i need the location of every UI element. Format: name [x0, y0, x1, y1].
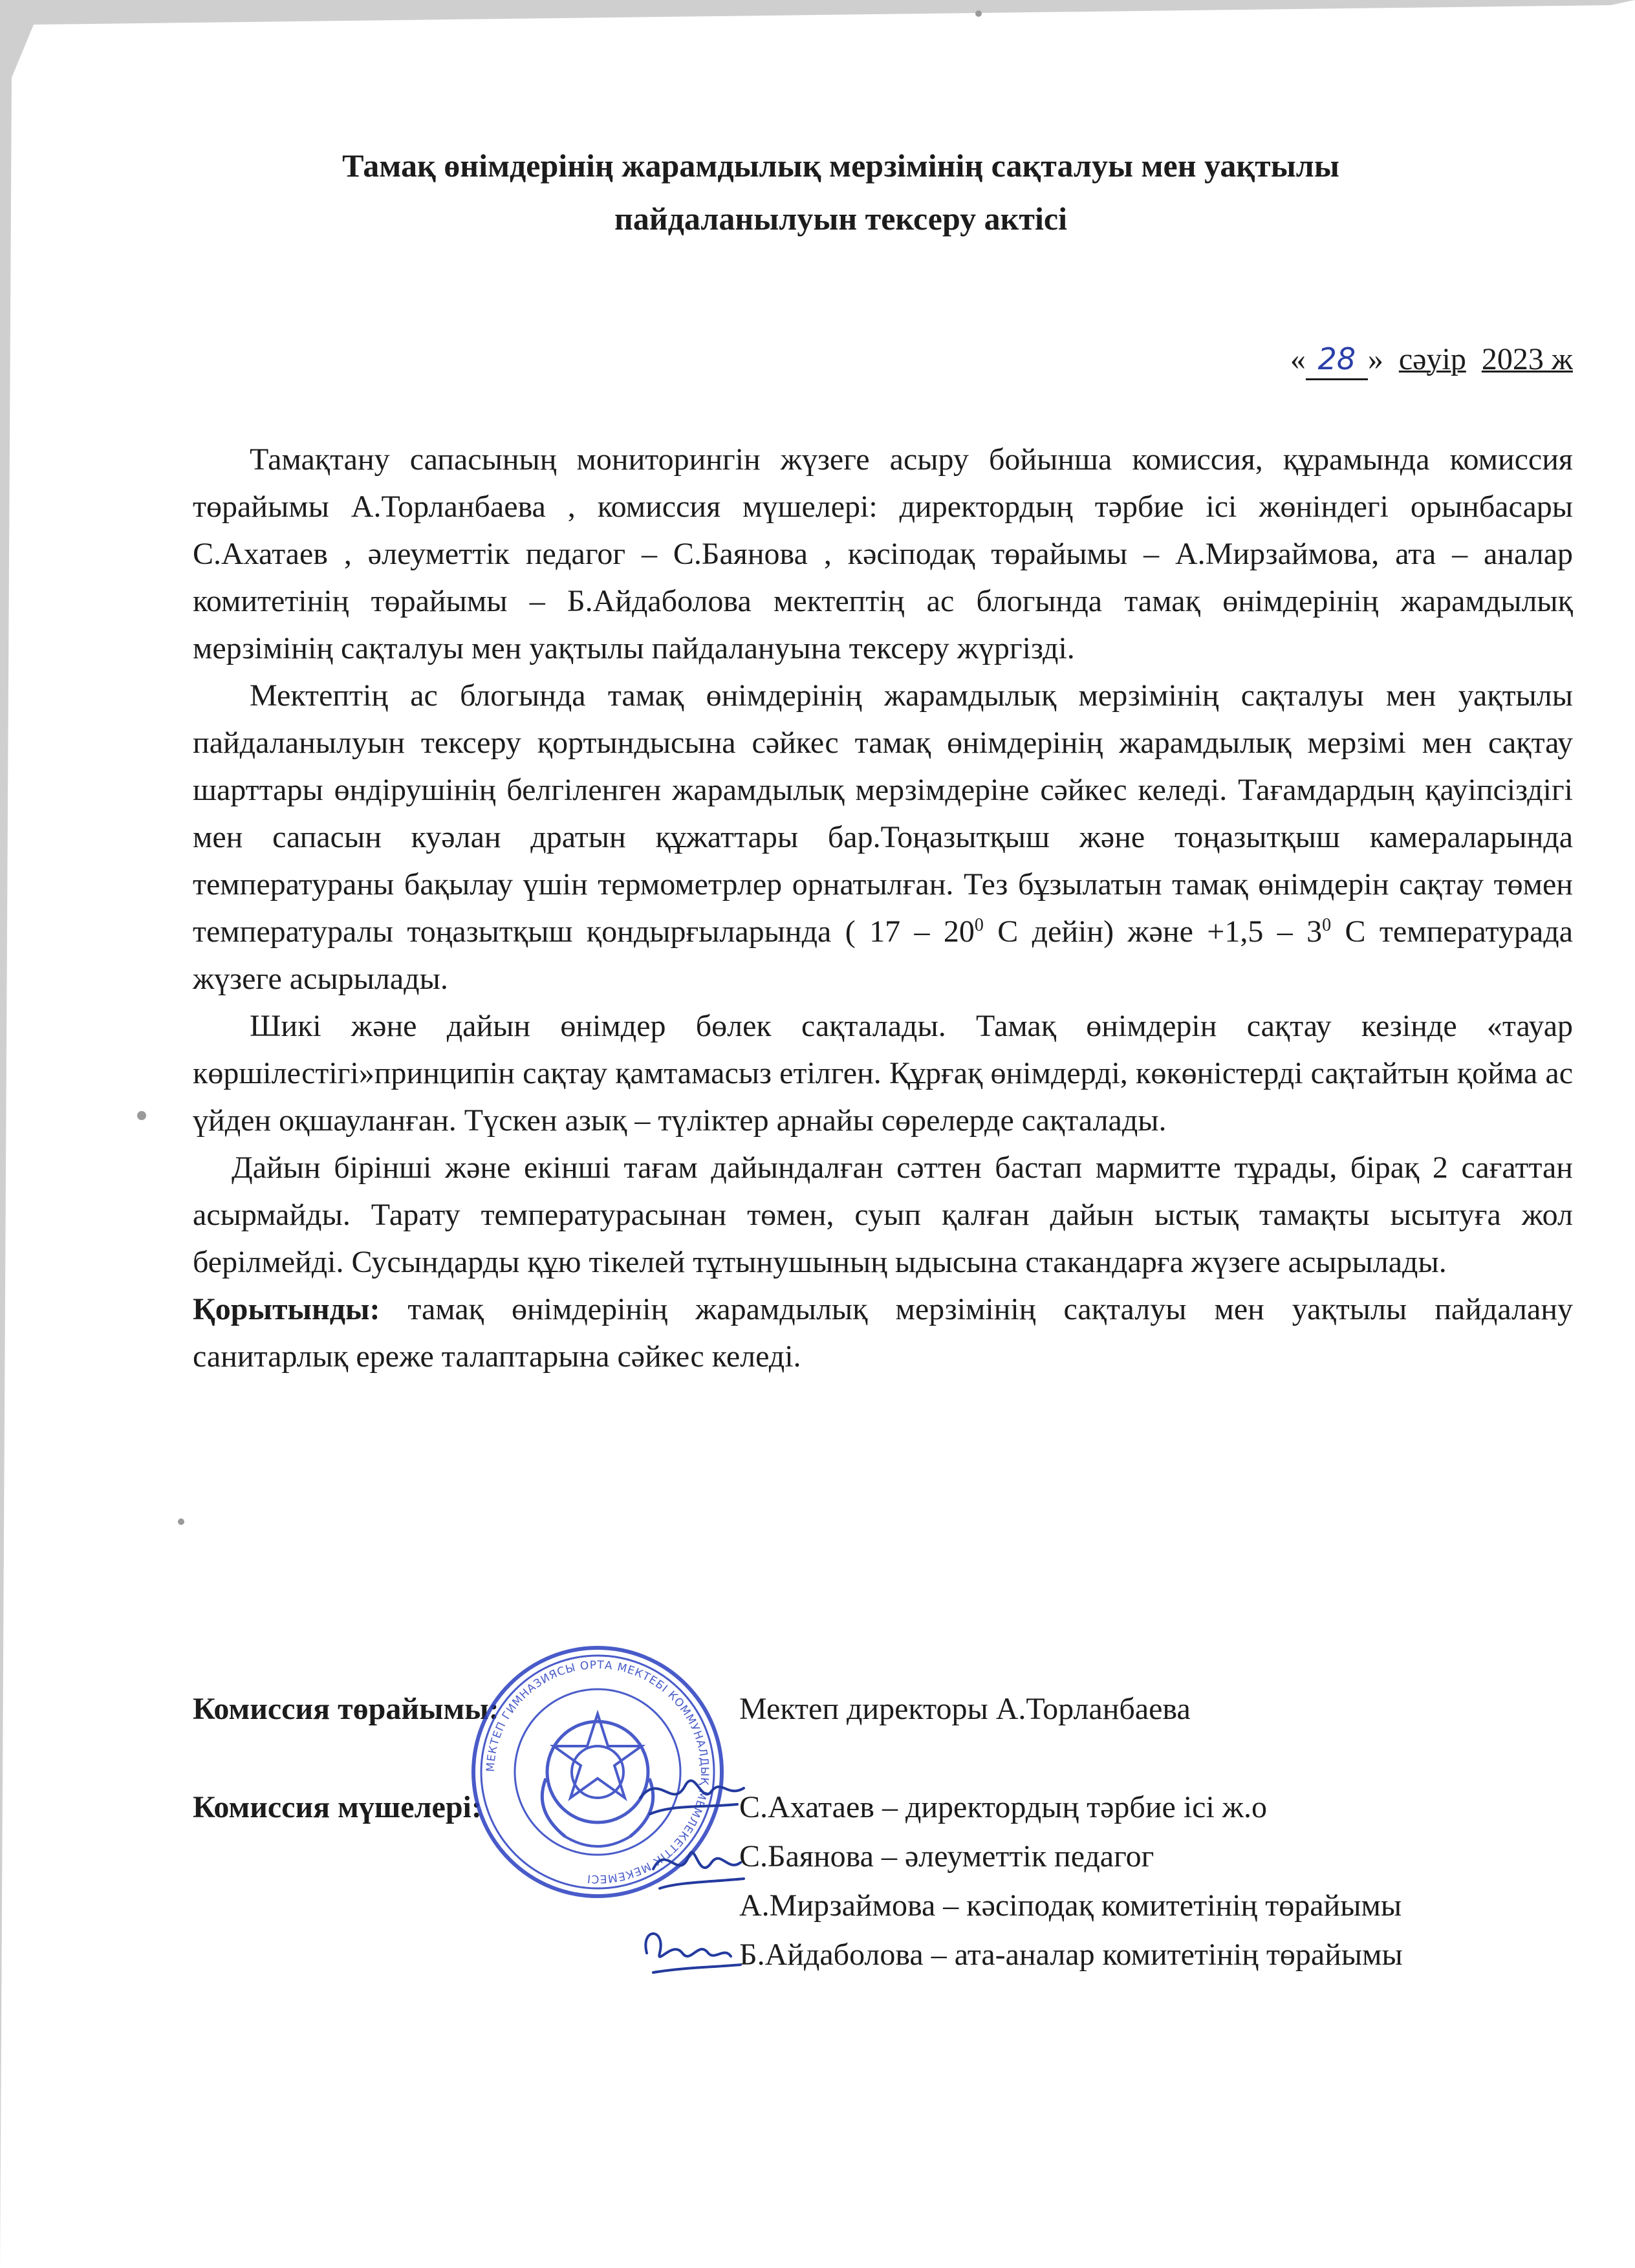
member-line-2: С.Баянова – әлеуметтік педагог — [739, 1839, 1154, 1874]
members-label: Комиссия мүшелері: — [193, 1790, 482, 1824]
scan-speck — [975, 10, 982, 17]
member-line-1: С.Ахатаев – директордың тәрбие ісі ж.о — [739, 1790, 1267, 1824]
member-line-3: А.Мирзаймова – кәсіподақ комитетінің төрайымы — [739, 1888, 1402, 1923]
stamp-text: МЕКТЕП ГИМНАЗИЯСЫ ОРТА МЕКТЕБІ КОММУНАЛДЫҚ МЕМЛЕКЕТТІК МЕКЕМЕСІ — [484, 1658, 711, 1886]
chair-label: Комиссия төрайымы: — [193, 1692, 499, 1726]
paragraph-conclusion — [193, 1286, 1573, 1380]
date-year: 2023 ж — [1481, 342, 1573, 376]
document-body — [193, 436, 1573, 1380]
paragraph-inspection — [193, 672, 1573, 1002]
date-month: сәуір — [1398, 342, 1466, 376]
degree-sup-2: 0 — [1322, 915, 1332, 935]
date-day: 28 — [1306, 340, 1368, 380]
conclusion-text: тамақ өнімдерінің жарамдылық мерзімінің сақталуы мен уақтылы пайдалану санитарлық ереже талаптарына сәйкес келеді. — [193, 1292, 1573, 1374]
title-line-1: Тамақ өнімдерінің жарамдылық мерзімінің сақталуы мен уақтылы — [342, 147, 1339, 184]
member-line-4: Б.Айдаболова – ата-аналар комитетінің төрайымы — [739, 1938, 1403, 1972]
members-signature-block — [193, 1784, 1616, 1997]
handwritten-signatures-icon — [614, 1759, 770, 2018]
degree-sup-1: 0 — [974, 915, 984, 935]
scan-speck — [137, 1111, 146, 1120]
chair-value: Мектеп директоры А.Торланбаева — [739, 1692, 1191, 1726]
paragraph-storage: Шикі және дайын өнімдер бөлек сақталады. Тамақ өнімдерін сақтау кезінде «тауар көршілестігі»принципін сақтау қамтамасыз етілген. Құрғақ өнімдерді, көкөністерді сақтайтын қойма ас үйден оқшауланған. Түскен азық – түліктер арнайы сөрелерде сақталады. — [193, 1009, 1573, 1138]
paragraph-inspection-b: С дейін) және +1,5 – 3 — [983, 914, 1323, 949]
paragraph-serving: Дайын бірінші және екінші тағам дайындалған сәттен бастап мармитте тұрады, бірақ 2 сағаттан асырмайды. Тарату температурасынан төмен, суып қалған дайын ыстық тамақты ысытуға жол берілмейді. Сусындарды құю тікелей тұтынушының ыдысына стакандарға жүзеге асырылады. — [193, 1150, 1573, 1279]
paragraph-inspection-c: С температурада жүзеге асырылады. — [193, 914, 1573, 996]
paragraph-inspection-a: Мектептің ас блогында тамақ өнімдерінің жарамдылық мерзімінің сақталуы мен уақтылы пайдаланылуын тексеру қортындысына сәйкес тамақ өнімдерінің жарамдылық мерзімі мен сақтау шарттары өндірушінің белгіленген жарамдылық мерзімдеріне сәйкес келеді. Тағамдардың қауіпсіздігі мен сапасын куәлан дратын құжаттары бар.Тоңазытқыш және тоңазытқыш камераларында температураны бақылау үшін термометрлер орнатылған. Тез бұзылатын тамақ өнімдерін сақтау төмен температуралы тоңазытқыш қондырғыларында ( 17 – 20 — [193, 678, 1573, 949]
document-title — [194, 139, 1488, 245]
date-close-quote: » — [1367, 342, 1383, 376]
conclusion-label: Қорытынды: — [193, 1292, 380, 1326]
title-line-2: пайдаланылуын тексеру актісі — [614, 200, 1067, 237]
scan-speck — [178, 1518, 184, 1525]
document-date — [1290, 340, 1573, 380]
paragraph-commission: Тамақтану сапасының мониторингін жүзеге асыру бойынша комиссия, құрамында комиссия төрайымы А.Торланбаева , комиссия мүшелері: директордың тәрбие ісі жөніндегі орынбасары С.Ахатаев , әлеуметтік педагог – С.Баянова , кәсіподақ төрайымы – А.Мирзаймова, ата – аналар комитетінің төрайымы – Б.Айдаболова мектептің ас блогында тамақ өнімдерінің жарамдылық мерзімінің сақталуы мен уақтылы пайдалануына тексеру жүргізді. — [193, 442, 1573, 665]
date-open-quote: « — [1290, 342, 1306, 376]
